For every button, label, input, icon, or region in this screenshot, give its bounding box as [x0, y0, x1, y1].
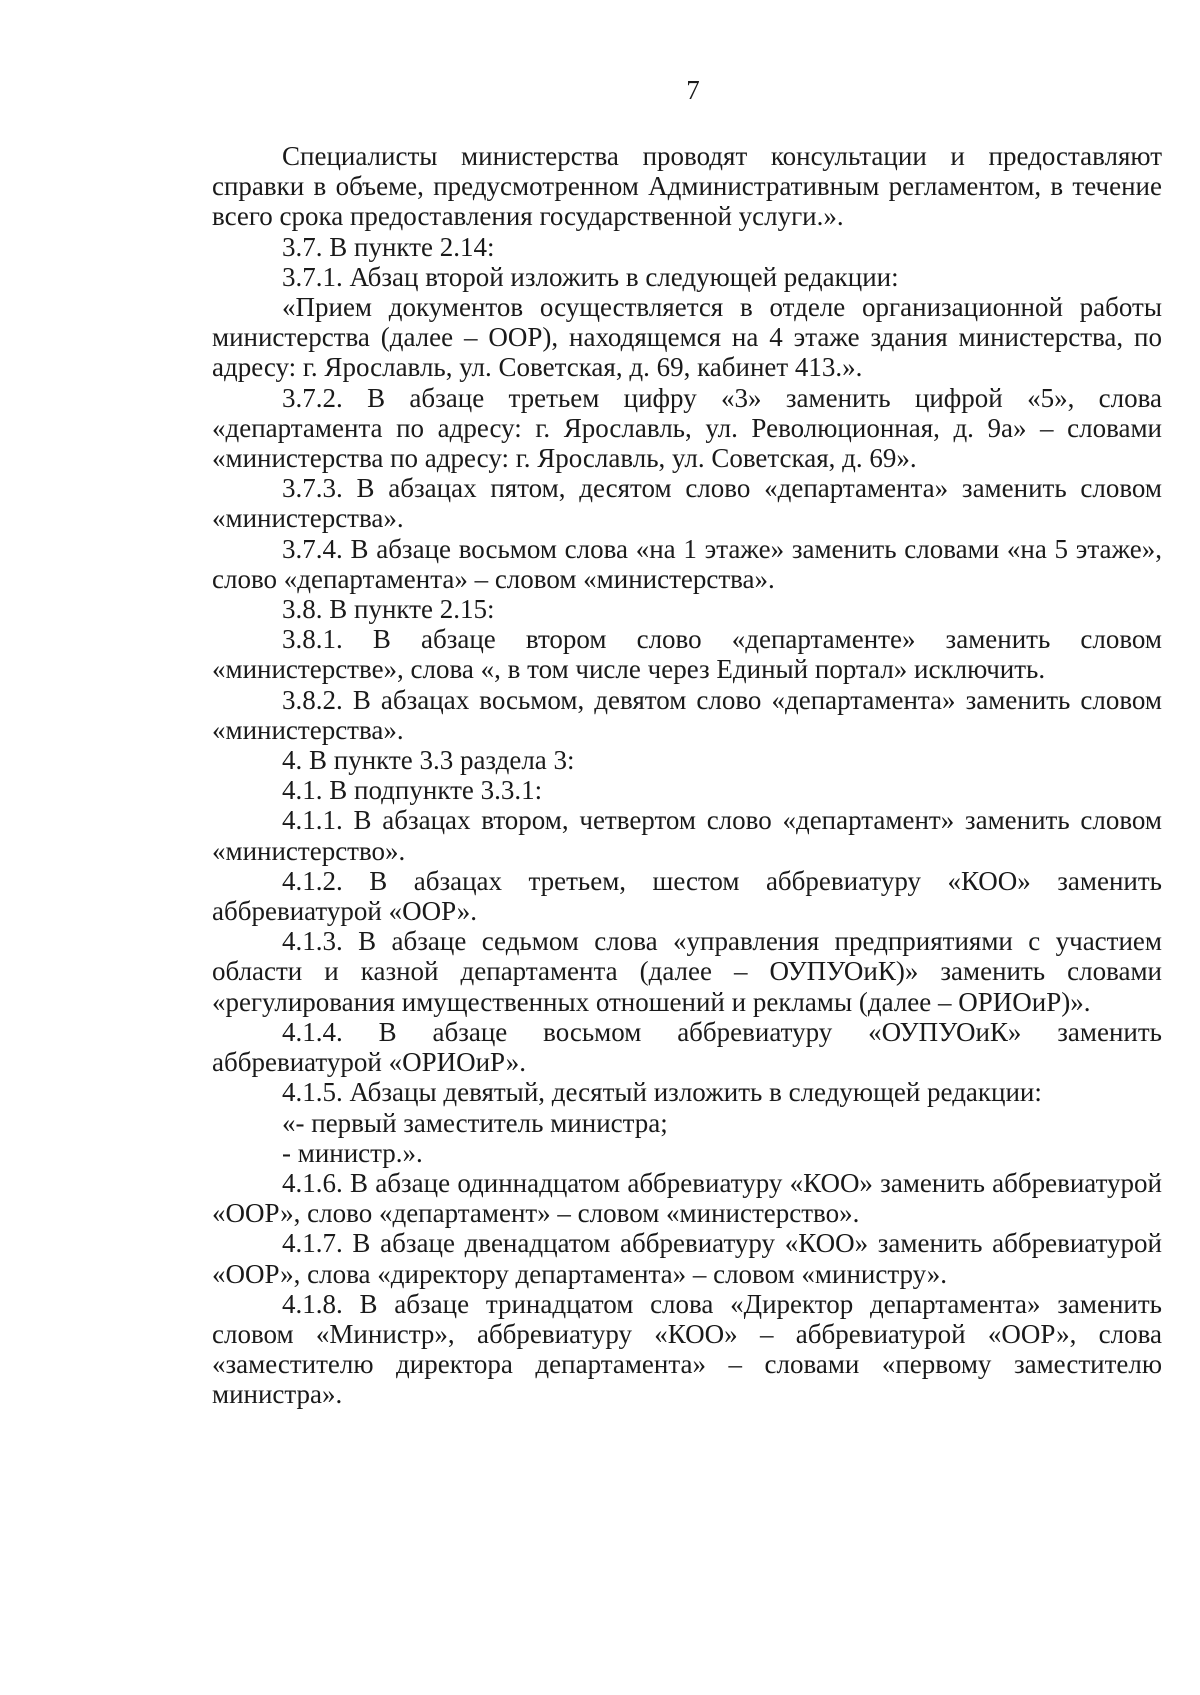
paragraph-3-7-3: 3.7.3. В абзацах пятом, десятом слово «департамента» заменить словом «министерства». — [212, 473, 1162, 534]
paragraph-4-1-8: 4.1.8. В абзаце тринадцатом слова «Директор департамента» заменить словом «Министр», аббревиатуру «КОО» – аббревиатурой «ООР», слова «заместителю директора департамента» – словами «первому заместителю министра». — [212, 1288, 1162, 1410]
paragraph-4-1-5: 4.1.5. Абзацы девятый, десятый изложить в следующей редакции: — [282, 1077, 1042, 1108]
paragraph-4-1-4: 4.1.4. В абзаце восьмом аббревиатуру «ОУПУОиК» заменить аббревиатурой «ОРИОиР». — [212, 1016, 1162, 1078]
paragraph-4-1-7: 4.1.7. В абзаце двенадцатом аббревиатуру «КОО» заменить аббревиатурой «ООР», слова «директору департамента» – словом «министру». — [212, 1228, 1162, 1289]
page-number: 7 — [686, 75, 700, 105]
paragraph-quote-first-deputy: «- первый заместитель министра; — [282, 1107, 668, 1138]
paragraph-4-1-1: 4.1.1. В абзацах втором, четвертом слово «департамент» заменить словом «министерство». — [212, 805, 1162, 866]
document-body — [212, 141, 1162, 1410]
paragraph-4-1: 4.1. В подпункте 3.3.1: — [282, 775, 543, 806]
paragraph-3-8: 3.8. В пункте 2.15: — [282, 594, 495, 625]
paragraph-3-7-2: 3.7.2. В абзаце третьем цифру «3» заменить цифрой «5», слова «департамента по адресу: г. Ярославль, ул. Революционная, д. 9а» – словами «министерства по адресу: г. Ярославль, ул. Советская, д. 69». — [212, 382, 1162, 474]
paragraph-4-1-2: 4.1.2. В абзацах третьем, шестом аббревиатуру «КОО» заменить аббревиатурой «ООР». — [212, 865, 1162, 927]
paragraph-intro: Специалисты министерства проводят консультации и предоставляют справки в объеме, предусмотренном Административным регламентом, в течение всего срока предоставления государственной услуги.». — [212, 141, 1162, 232]
paragraph-4-1-3: 4.1.3. В абзаце седьмом слова «управления предприятиями с участием области и казной департамента (далее – ОУПУОиК)» заменить словами «регулирования имущественных отношений и рекламы (далее – ОРИОиР)». — [212, 926, 1162, 1017]
paragraph-3-7-4: 3.7.4. В абзаце восьмом слова «на 1 этаже» заменить словами «на 5 этаже», слово «департамента» – словом «министерства». — [212, 533, 1162, 594]
paragraph-3-7: 3.7. В пункте 2.14: — [282, 231, 495, 262]
paragraph-4-1-6: 4.1.6. В абзаце одиннадцатом аббревиатуру «КОО» заменить аббревиатурой «ООР», слово «департамент» – словом «министерство». — [212, 1167, 1162, 1229]
paragraph-quote-reception: «Прием документов осуществляется в отделе организационной работы министерства (далее – ООР), находящемся на 4 этаже здания министерства, по адресу: г. Ярославль, ул. Советская, д. 69, кабинет 413.». — [212, 292, 1162, 383]
paragraph-3-8-1: 3.8.1. В абзаце втором слово «департаменте» заменить словом «министерстве», слова «, в том числе через Единый портал» исключить. — [212, 624, 1162, 685]
paragraph-3-7-1: 3.7.1. Абзац второй изложить в следующей редакции: — [282, 261, 899, 292]
paragraph-quote-minister: - министр.». — [282, 1137, 423, 1168]
paragraph-4: 4. В пункте 3.3 раздела 3: — [282, 745, 575, 776]
paragraph-3-8-2: 3.8.2. В абзацах восьмом, девятом слово «департамента» заменить словом «министерства». — [212, 684, 1162, 745]
